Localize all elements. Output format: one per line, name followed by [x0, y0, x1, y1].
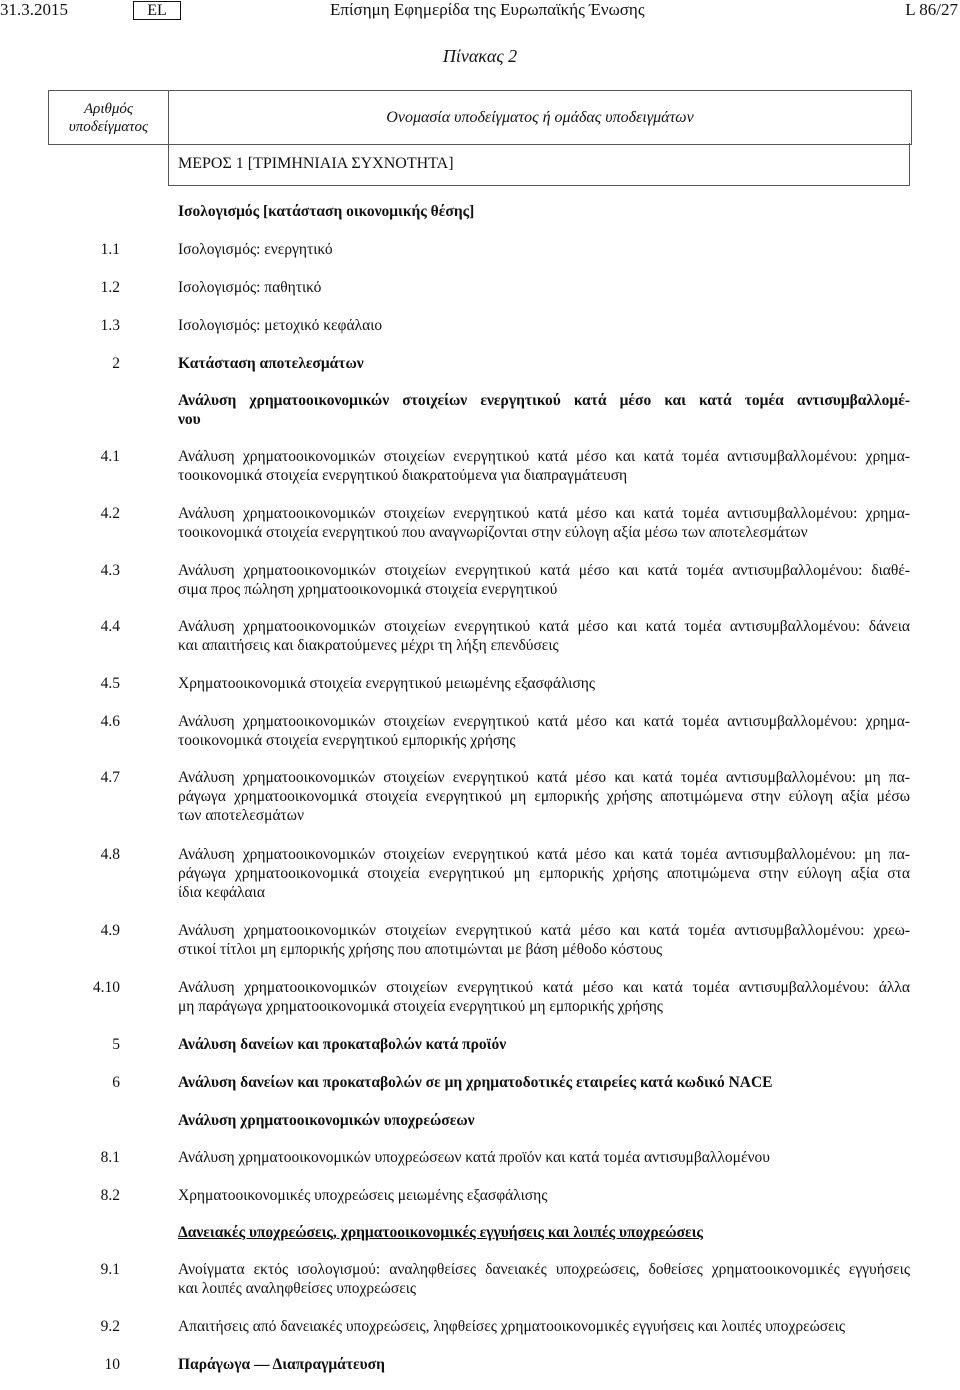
row-title-line: και λοιπές αναληφθείσες υποχρεώσεις — [178, 1280, 417, 1297]
journal-title: Επίσημη Εφημερίδα της Ευρωπαϊκής Ένωσης — [330, 0, 645, 19]
row-title-line: Ισολογισμός: μετοχικό κεφάλαιο — [178, 317, 383, 334]
row-title-line: Ανάλυση δανείων και προκαταβολών κατά προϊόν — [178, 1036, 507, 1053]
row-number: 2 — [112, 355, 120, 372]
row-title — [178, 240, 910, 259]
row-number: 4.8 — [100, 846, 120, 863]
column-header-number-line: υποδείγματος — [68, 118, 149, 135]
row-title-line: Χρηματοοικονομικά στοιχεία ενεργητικού μειωμένης εξασφάλισης — [178, 675, 596, 692]
row-title-line: Κατάσταση αποτελεσμάτων — [178, 355, 364, 372]
row-title-line: Ανάλυση χρηματοοικονομικών στοιχείων ενεργητικού κατά μέσο και κατά τομέα αντισυμβαλλομέ- — [178, 392, 910, 409]
row-title — [178, 1073, 910, 1092]
row-title — [178, 316, 910, 335]
row-title-line: Ανάλυση χρηματοοικονομικών στοιχείων ενεργητικού κατά μέσο και κατά τομέα αντισυμβαλλομένου: μη πα- — [178, 846, 910, 863]
row-title — [178, 1035, 910, 1054]
row-title-line: Ανάλυση χρηματοοικονομικών στοιχείων ενεργητικού κατά μέσο και κατά τομέα αντισυμβαλλομένου: άλλα — [178, 979, 910, 996]
row-title-line: τοοικονομικά στοιχεία ενεργητικού διακρατούμενα για διαπραγμάτευση — [178, 467, 628, 484]
row-title-line: και απαιτήσεις και διακρατούμενες μέχρι τη λήξη επενδύσεις — [178, 637, 559, 654]
row-title — [178, 1260, 910, 1298]
row-title-line: τοοικονομικά στοιχεία ενεργητικού εμπορικής χρήσης — [178, 732, 516, 749]
row-title-line: ίδια κεφάλαια — [178, 884, 265, 901]
row-title-line: Ισολογισμός: ενεργητικό — [178, 241, 333, 258]
row-title — [178, 921, 910, 959]
row-title — [178, 978, 910, 1016]
column-header-name: Ονομασία υποδείγματος ή ομάδας υποδειγμάτων — [386, 108, 694, 126]
row-title — [178, 617, 910, 655]
row-title — [178, 845, 910, 902]
row-title-line: των αποτελεσμάτων — [178, 807, 304, 824]
row-title-line: Ανάλυση χρηματοοικονομικών στοιχείων ενεργητικού κατά μέσο και κατά τομέα αντισυμβαλλομένου: μη πα- — [178, 769, 910, 786]
language-badge: EL — [133, 1, 181, 20]
row-title-line: Δανειακές υποχρεώσεις, χρηματοοικονομικές εγγυήσεις και λοιπές υποχρεώσεις — [178, 1224, 703, 1241]
row-number: 4.9 — [100, 922, 120, 939]
row-number: 1.2 — [100, 279, 120, 296]
row-title — [178, 1186, 910, 1205]
row-title-line: Ανάλυση χρηματοοικονομικών υποχρεώσεων κατά προϊόν και κατά τομέα αντισυμβαλλομένου — [178, 1149, 770, 1166]
row-title — [178, 504, 910, 542]
row-number: 4.4 — [100, 618, 120, 635]
row-number: 4.7 — [100, 769, 120, 786]
row-title-line: Ανάλυση χρηματοοικονομικών στοιχείων ενεργητικού κατά μέσο και κατά τομέα αντισυμβαλλομένου: χρεω- — [178, 922, 910, 939]
row-title-line: στικοί τίτλοι μη εμπορικής χρήσης που αποτιμώνται με βάση μέθοδο κόστους — [178, 941, 663, 958]
row-title — [178, 674, 910, 693]
row-number: 10 — [104, 1356, 120, 1373]
row-title-line: Παράγωγα — Διαπραγμάτευση — [178, 1356, 385, 1373]
table-header — [48, 90, 912, 145]
row-number: 4.1 — [100, 448, 120, 465]
row-title-line: Ισολογισμός [κατάσταση οικονομικής θέσης] — [178, 203, 475, 220]
row-title-line: Ανάλυση χρηματοοικονομικών στοιχείων ενεργητικού κατά μέσο και κατά τομέα αντισυμβαλλομένου: δάνεια — [178, 618, 910, 635]
row-number: 9.1 — [100, 1261, 120, 1278]
row-title-line: Απαιτήσεις από δανειακές υποχρεώσεις, ληφθείσες χρηματοοικονομικές εγγυήσεις και λοιπές υποχρεώσεις — [178, 1318, 845, 1335]
row-title — [178, 447, 910, 485]
row-title-line: Ανάλυση χρηματοοικονομικών στοιχείων ενεργητικού κατά μέσο και κατά τομέα αντισυμβαλλομένου: χρημα- — [178, 448, 910, 465]
row-title-line: σιμα προς πώληση χρηματοοικονομικά στοιχεία ενεργητικού — [178, 581, 558, 598]
row-title-line: Ανάλυση χρηματοοικονομικών στοιχείων ενεργητικού κατά μέσο και κατά τομέα αντισυμβαλλομένου: χρημα- — [178, 505, 910, 522]
row-title-line: Ανάλυση χρηματοοικονομικών υποχρεώσεων — [178, 1112, 475, 1129]
row-number: 1.1 — [100, 241, 120, 258]
row-title-line: Ισολογισμός: παθητικό — [178, 279, 322, 296]
row-title-line: νου — [178, 411, 201, 428]
row-title-line: μη παράγωγα χρηματοοικονομικά στοιχεία ενεργητικού μη εμπορικής χρήσης — [178, 998, 663, 1015]
column-header-number — [49, 91, 169, 144]
header-date: 31.3.2015 — [0, 0, 68, 19]
row-title-line: Χρηματοοικονομικές υποχρεώσεις μειωμένης εξασφάλισης — [178, 1187, 548, 1204]
row-title-line: Ανοίγματα εκτός ισολογισμού: αναληφθείσες δανειακές υποχρεώσεις, δοθείσες χρηματοοικονομικές εγγυήσεις — [178, 1261, 910, 1278]
row-title — [178, 354, 910, 373]
row-title — [178, 1148, 910, 1167]
column-header-number-line: Αριθμός — [83, 100, 133, 117]
row-title — [178, 278, 910, 297]
row-title-line: Ανάλυση δανείων και προκαταβολών σε μη χρηματοδοτικές εταιρείες κατά κωδικό NACE — [178, 1074, 773, 1091]
row-title — [178, 202, 910, 221]
row-number: 4.5 — [100, 675, 120, 692]
row-title — [178, 1355, 910, 1374]
row-title — [178, 1317, 910, 1336]
row-title-line: Ανάλυση χρηματοοικονομικών στοιχείων ενεργητικού κατά μέσο και κατά τομέα αντισυμβαλλομένου: διαθέ- — [178, 562, 910, 579]
row-title — [178, 1223, 910, 1242]
row-title-line: ράγωγα χρηματοοικονομικά στοιχεία ενεργητικού μη εμπορικής χρήσης αποτιμώμενα στην εύλογη αξία μέσω — [178, 788, 910, 805]
row-number: 6 — [112, 1074, 120, 1091]
row-number: 1.3 — [100, 317, 120, 334]
row-title — [178, 561, 910, 599]
row-title-line: Ανάλυση χρηματοοικονομικών στοιχείων ενεργητικού κατά μέσο και κατά τομέα αντισυμβαλλομένου: χρημα- — [178, 713, 910, 730]
row-number: 9.2 — [100, 1318, 120, 1335]
row-title — [178, 1111, 910, 1130]
row-title — [178, 391, 910, 429]
row-number: 4.10 — [92, 979, 120, 996]
part-heading: ΜΕΡΟΣ 1 [ΤΡΙΜΗΝΙΑΙΑ ΣΥΧΝΟΤΗΤΑ] — [168, 143, 910, 186]
row-number: 8.1 — [100, 1149, 120, 1166]
row-title-line: ράγωγα χρηματοοικονομικά στοιχεία ενεργητικού μη εμπορικής χρήσης αποτιμώμενα στην εύλογη αξία στα — [178, 865, 910, 882]
table-caption: Πίνακας 2 — [442, 46, 518, 66]
row-number: 5 — [112, 1036, 120, 1053]
row-title — [178, 712, 910, 750]
row-number: 4.6 — [100, 713, 120, 730]
row-title — [178, 768, 910, 825]
row-title-line: τοοικονομικά στοιχεία ενεργητικού που αναγνωρίζονται στην εύλογη αξία μέσω των αποτελεσμάτων — [178, 524, 808, 541]
row-number: 4.2 — [100, 505, 120, 522]
page-number: L 86/27 — [905, 0, 958, 19]
row-number: 8.2 — [100, 1187, 120, 1204]
row-number: 4.3 — [100, 562, 120, 579]
